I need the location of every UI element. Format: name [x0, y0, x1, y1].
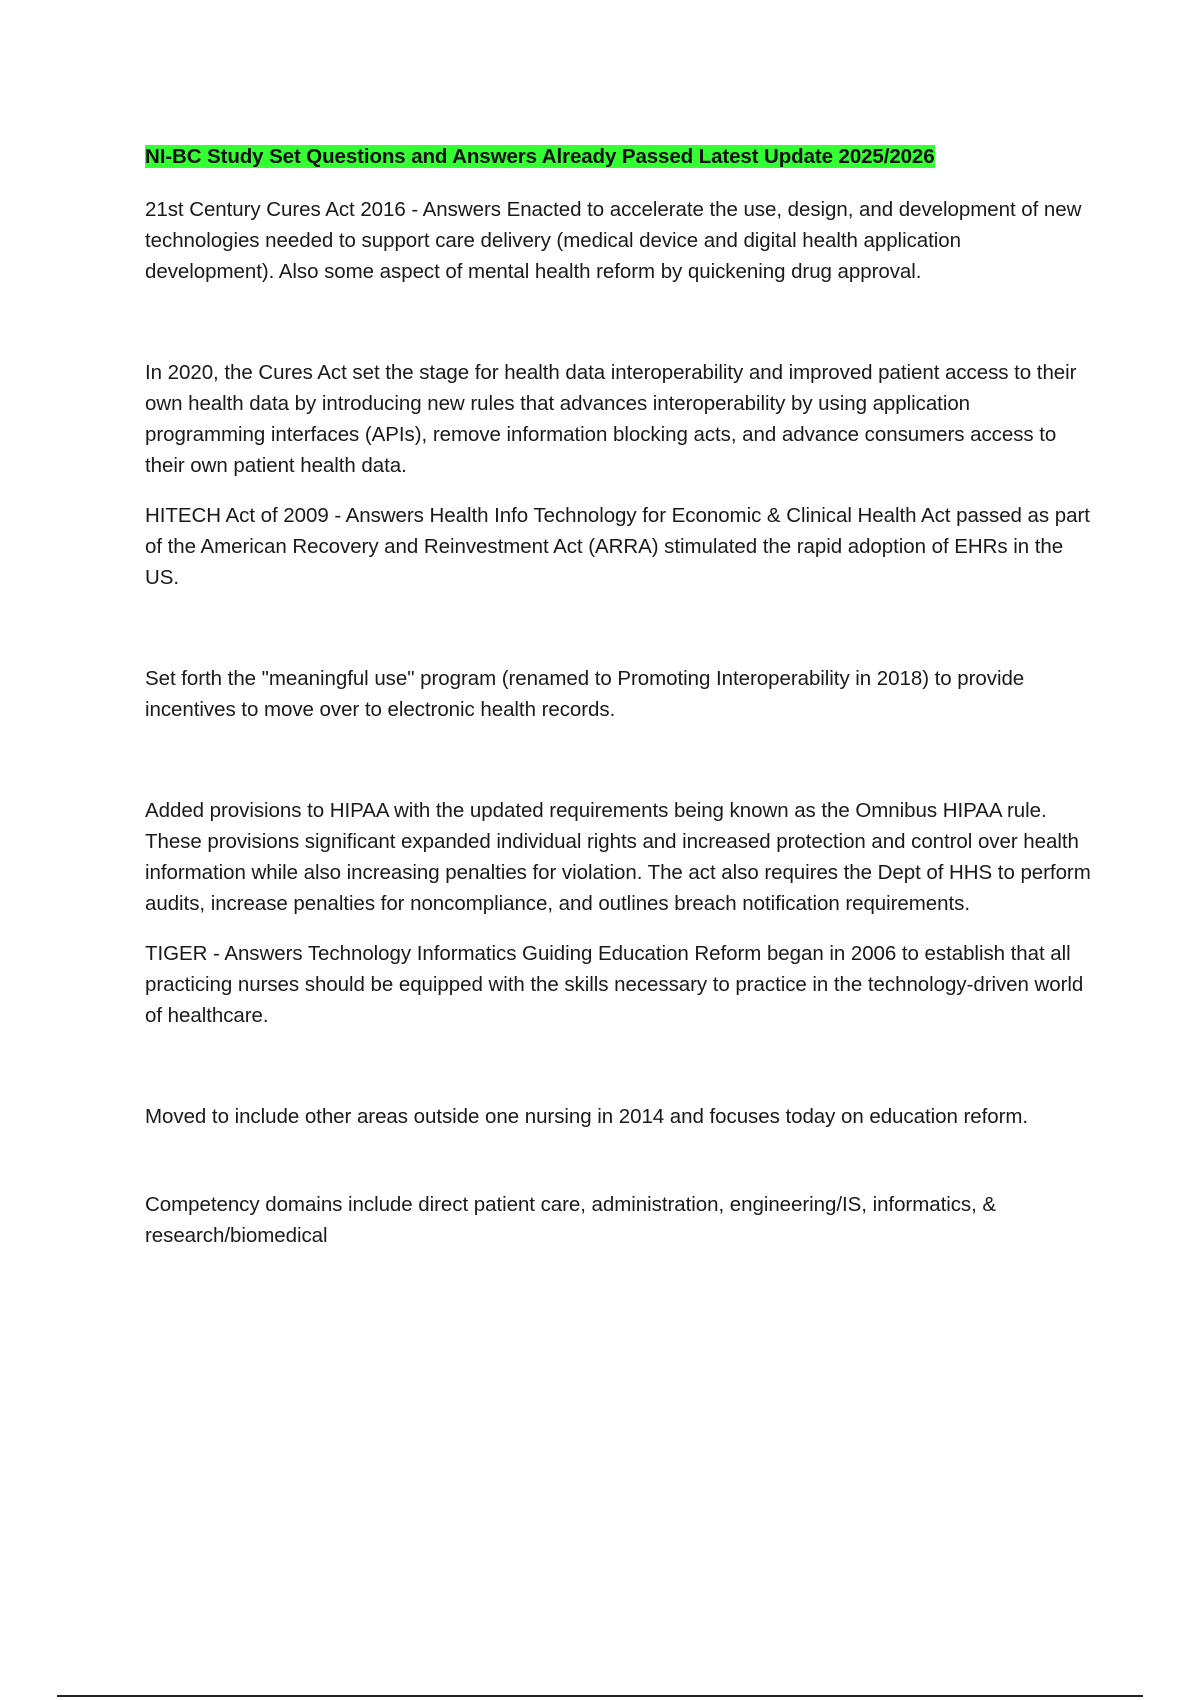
- paragraph-cures-act: 21st Century Cures Act 2016 - Answers Enacted to accelerate the use, design, and development of new technologies needed to support care delivery (medical device and digital health application development). Also some aspect of mental health reform by quickening drug approval.: [145, 198, 1082, 283]
- spacer: [145, 1132, 1095, 1189]
- paragraph-hipaa: Added provisions to HIPAA with the updated requirements being known as the Omnibus HIPAA rule. These provisions significant expanded individual rights and increased protection and control over health information while also increasing penalties for violation. The act also requires the Dept of HHS to perform audits, increase penalties for noncompliance, and outlines breach notification requirements.: [145, 799, 1091, 915]
- footer-divider: [57, 1695, 1143, 1697]
- document-title: NI-BC Study Set Questions and Answers Already Passed Latest Update 2025/2026: [145, 145, 935, 168]
- paragraph-cures-2020: In 2020, the Cures Act set the stage for health data interoperability and improved patient access to their own health data by introducing new rules that advances interoperability by using application programming interfaces (APIs), remove information blocking acts, and advance consumers access to their own patient health data.: [145, 361, 1077, 477]
- spacer: [145, 1031, 1095, 1101]
- paragraph-tiger: TIGER - Answers Technology Informatics Guiding Education Reform began in 2006 to establish that all practicing nurses should be equipped with the skills necessary to practice in the technology-driven world of healthcare.: [145, 942, 1084, 1027]
- paragraph-hitech: HITECH Act of 2009 - Answers Health Info Technology for Economic & Clinical Health Act passed as part of the American Recovery and Reinvestment Act (ARRA) stimulated the rapid adoption of EHRs in the US.: [145, 504, 1090, 589]
- spacer: [145, 725, 1095, 795]
- spacer: [145, 919, 1095, 938]
- paragraph-meaningful-use: Set forth the "meaningful use" program (renamed to Promoting Interoperability in 2018) to provide incentives to move over to electronic health records.: [145, 667, 1025, 721]
- spacer: [145, 287, 1095, 357]
- document-body: [145, 144, 1095, 1251]
- title-block: [145, 144, 1095, 172]
- paragraph-competency-domains: Competency domains include direct patient care, administration, engineering/IS, informatics, & research/biomedical: [145, 1193, 997, 1247]
- spacer: [145, 593, 1095, 663]
- spacer: [145, 481, 1095, 500]
- paragraph-tiger-2014: Moved to include other areas outside one nursing in 2014 and focuses today on education reform.: [145, 1105, 1029, 1128]
